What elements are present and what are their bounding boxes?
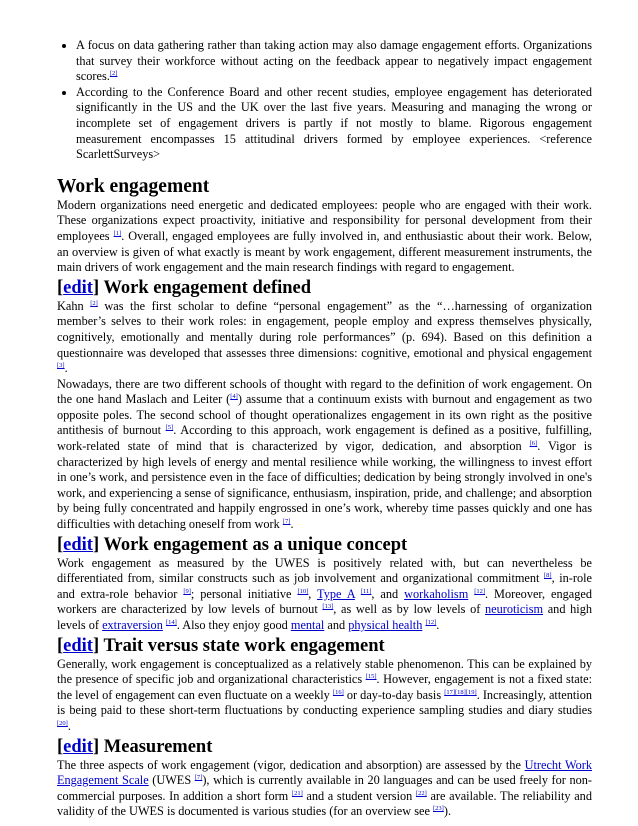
link-physical-health[interactable]: physical health — [348, 618, 423, 632]
paragraph: Nowadays, there are two different schools of thought with regard to the definition of work engagement. On the one hand Maslach and Leiter ([4]) assume that a continuum exists with burnout and engagement as two opposite poles. The second school of thought operationalizes engagement in its own right as the positive antithesis of burnout [5]. According to this approach, work engagement is defined as a positive, fulfilling, work-related state of mind that is characterized by vigor, dedication, and absorption [6]. Vigor is characterized by high levels of energy and mental resilience while working, the willingness to invest effort in one’s work, and persistence even in the face of difficulties; dedication by being strongly involved in one's work, and experiencing a sense of significance, enthusiasm, inspiration, pride, and challenge; and absorption by being fully concentrated and happily engrossed in one’s work, whereby time passes quickly and one has difficulties with detaching oneself from work [7]. — [57, 376, 593, 532]
citation[interactable]: [7] — [194, 774, 203, 782]
citation[interactable]: [21] — [291, 789, 303, 797]
citation[interactable]: [20] — [57, 719, 68, 727]
citation[interactable]: [2] — [109, 70, 118, 78]
paragraph: Kahn [2] was the first scholar to define “personal engagement” as the “…harnessing of organization member’s selves to their work roles: in engagement, people employ and express themselves physically, cognitively, emotionally and mentally during role performances” (p. 694). Based on this definition a questionnaire was developed that assesses three dimensions: cognitive, emotional and physical engagement [3]. — [57, 298, 592, 376]
paragraph: Generally, work engagement is conceptualized as a relatively stable phenomenon. This can be explained by the presence of specific job and organizational characteristics [15]. However, engagement is not a fixed state: the level of engagement can even fluctuate on a weekly [16] or day-to-day basis [17][18][19]. Increasingly, attention is being paid to these short-term fluctuations by conducting experience sampling studies and diary studies [20]. — [57, 656, 592, 733]
citation[interactable]: [6] — [529, 439, 538, 447]
citation[interactable]: [12] — [425, 618, 437, 626]
list-item: • According to the Conference Board and other recent studies, employee engagement has deteriorated significantly in the US and the UK over the last five years. Measuring and managing the wrong or incomplete set of engagement drivers is partly if not mostly to blame. Rigorous engagement measurement encompasses 15 attitudinal drivers formed by employee experiences. <reference ScarlettSurveys> — [76, 85, 592, 163]
citation[interactable]: [11] — [360, 587, 372, 595]
link-uwes[interactable]: Utrecht Work Engagement Scale — [57, 757, 592, 788]
section-heading-trait-state: [edit] Trait versus state work engagement — [57, 635, 385, 656]
citation[interactable]: [7] — [282, 517, 291, 525]
citation[interactable]: [1] — [113, 229, 122, 237]
citation[interactable]: [5] — [165, 424, 174, 432]
citation[interactable]: [3] — [57, 362, 65, 369]
link-mental[interactable]: mental — [290, 618, 325, 632]
citation[interactable]: [14] — [165, 618, 177, 626]
section-heading-measurement: [edit] Measurement — [57, 736, 213, 757]
edit-link[interactable]: edit — [63, 736, 93, 757]
section-heading-definition: [edit] Work engagement defined — [57, 277, 312, 298]
citation[interactable]: [12] — [474, 587, 486, 595]
paragraph: The three aspects of work engagement (vigor, dedication and absorption) are assessed by the Utrecht Work Engagement Scale (UWES [7]), which is currently available in 20 languages and can be used freely for non-commercial purposes. In addition a short form [21] and a student version [22] are available. The reliability and validity of the UWES is documented is various studies (for an overview see [23]). — [57, 757, 592, 819]
edit-link[interactable]: edit — [63, 635, 93, 656]
section-heading-unique-concept: [edit] Work engagement as a unique concept — [57, 534, 408, 555]
citation[interactable]: [17][18][19] — [444, 688, 477, 696]
bullet-list — [57, 38, 592, 163]
paragraph: Modern organizations need energetic and dedicated employees: people who are engaged with their work. These organizations expect proactivity, initiative and responsibility for personal development from their employees [1]. Overall, engaged employees are fully involved in, and enthusiastic about their work. Below, an overview is given of what exactly is meant by work engagement, different measurement instruments, the main drivers of work engagement and the main research findings with regard to engagement. — [57, 197, 592, 275]
citation[interactable]: [4] — [230, 393, 238, 401]
citation[interactable]: [2] — [90, 299, 98, 307]
citation[interactable]: [23] — [433, 805, 444, 813]
edit-link[interactable]: edit — [63, 277, 93, 298]
link-type-a[interactable]: Type A — [317, 586, 355, 601]
edit-link[interactable]: edit — [63, 534, 93, 555]
list-item: • A focus on data gathering rather than taking action may also damage engagement efforts. Organizations that survey their workforce without acting on the feedback appear to negatively impact engagement scores.[2] — [76, 38, 592, 85]
citation[interactable]: [22] — [415, 789, 427, 797]
link-extraversion[interactable]: extraversion — [102, 618, 163, 632]
paragraph: Work engagement as measured by the UWES is positively related with, but can nevertheless be differentiated from, similar constructs such as job involvement and organizational commitment [8], in-role and extra-role behavior [9]; personal initiative [10], Type A [11], and workaholism [12]. Moreover, engaged workers are characterized by low levels of burnout [13], as well as by low levels of neuroticism and high levels of extraversion [14]. Also they enjoy good mental and physical health [12]. — [57, 555, 592, 632]
citation[interactable]: [13] — [322, 603, 334, 611]
citation[interactable]: [15] — [365, 673, 377, 681]
citation[interactable]: [9] — [183, 587, 191, 595]
citation[interactable]: [10] — [297, 587, 309, 595]
citation[interactable]: [16] — [332, 688, 344, 696]
citation[interactable]: [8] — [544, 572, 552, 580]
section-heading-work-engagement: Work engagement — [57, 175, 210, 197]
link-workaholism[interactable]: workaholism — [404, 586, 469, 601]
link-neuroticism[interactable]: neuroticism — [484, 602, 544, 617]
